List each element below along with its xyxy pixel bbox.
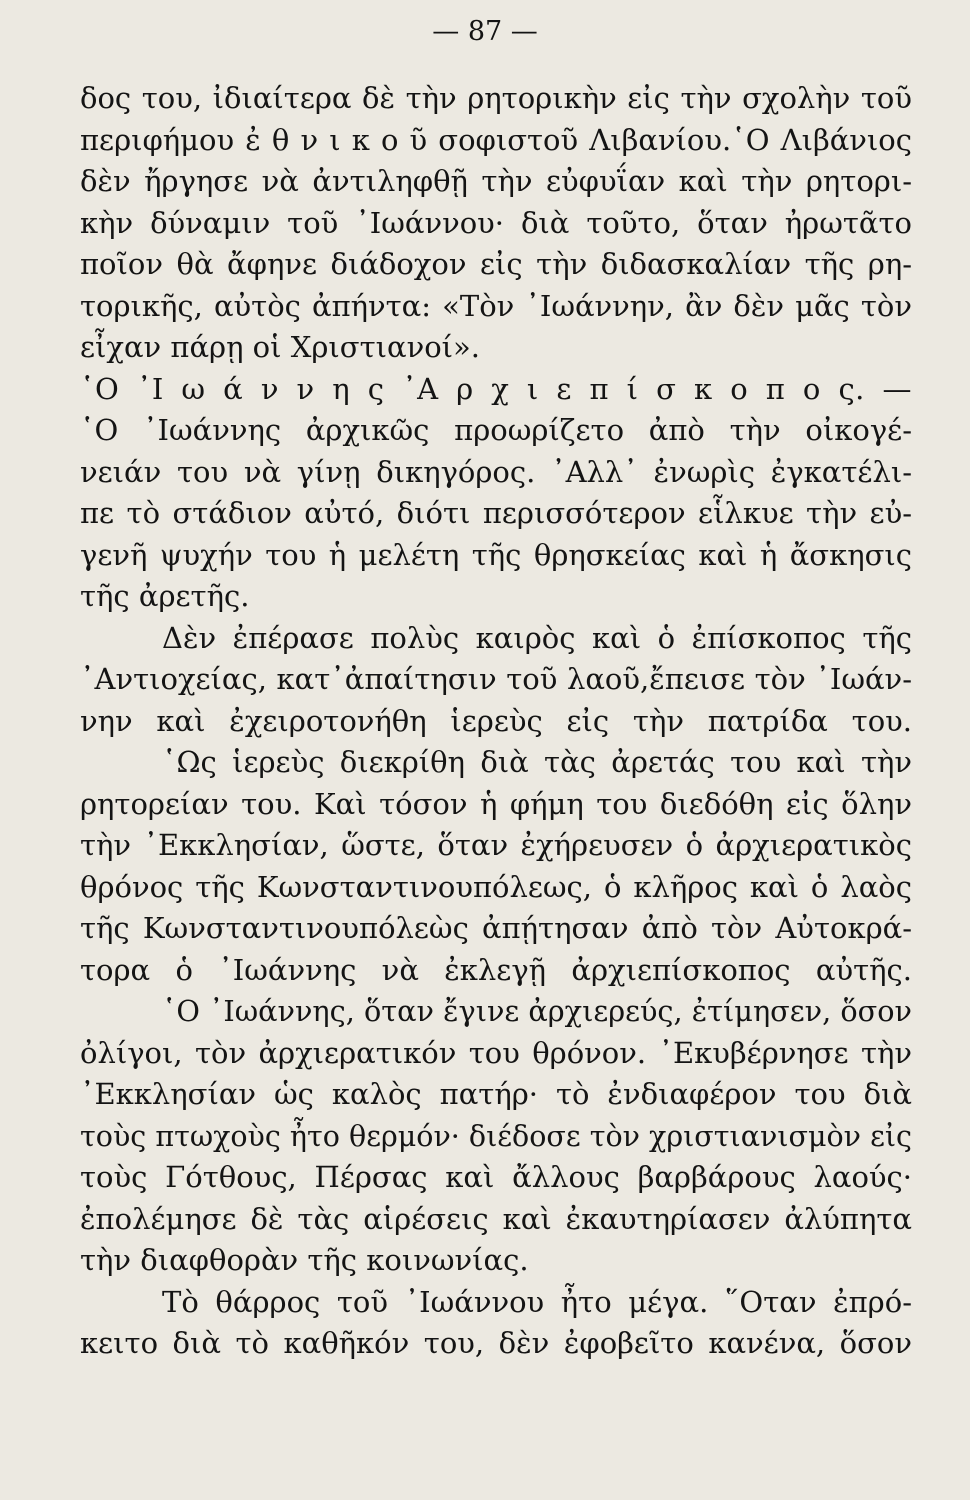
page-number: — 87 —: [432, 16, 538, 47]
text-line: θρόνος τῆς Κωνσταντινουπόλεως, ὁ κλῆρος καὶ ὁ λαὸς: [80, 869, 912, 904]
text-line: εἶχαν πάρῃ οἱ Χριστιανοί».: [80, 330, 481, 364]
text-line: δος του, ἰδιαίτερα δὲ τὴν ρητορικὴν εἰς τὴν σχολὴν τοῦ: [80, 81, 912, 115]
text-line: τορα ὁ ᾿Ιωάννης νὰ ἐκλεγῇ ἀρχιεπίσκοπος αὐτῆς.: [80, 952, 912, 987]
text-body: [80, 78, 912, 1365]
text-line: ᾿Αντιοχείας, κατ᾿ἀπαίτησιν τοῦ λαοῦ,ἔπεισε τὸν ᾿Ιωάν-: [80, 662, 912, 696]
text-line: τοὺς πτωχοὺς ἦτο θερμόν· διέδοσε τὸν χριστιανισμὸν εἰς: [80, 1118, 912, 1153]
section-heading-line: ῾Ο ᾿Ι ω ά ν ν η ς ᾿Α ρ χ ι ε π ί σ κ ο π ο ς. —: [80, 371, 912, 406]
text-line: νειάν του νὰ γίνῃ δικηγόρος. ᾿Αλλ᾿ ἐνωρὶς ἐγκατέλι-: [80, 454, 912, 489]
text-line: ἐπολέμησε δὲ τὰς αἱρέσεις καὶ ἐκαυτηρίασεν ἀλύπητα: [80, 1201, 912, 1236]
text-line: δὲν ἤργησε νὰ ἀντιληφθῇ τὴν εὐφυΐαν καὶ τὴν ρητορι-: [80, 164, 912, 198]
text-line: Τὸ θάρρος τοῦ ᾿Ιωάννου ἦτο μέγα. ῞Οταν ἐπρό-: [162, 1284, 912, 1319]
text-line: τορικῆς, αὐτὸς ἀπήντα: «Τὸν ᾿Ιωάννην, ἂν δὲν μᾶς τὸν: [80, 288, 912, 323]
text-line: νην καὶ ἐχειροτονήθη ἱερεὺς εἰς τὴν πατρίδα του.: [80, 703, 912, 738]
text-line: κειτο διὰ τὸ καθῆκόν του, δὲν ἐφοβεῖτο κανένα, ὅσον: [80, 1326, 912, 1360]
text-line: ᾿Εκκλησίαν ὡς καλὸς πατήρ· τὸ ἐνδιαφέρον του διὰ: [80, 1077, 912, 1111]
text-line: ῾Ο ᾿Ιωάννης ἀρχικῶς προωρίζετο ἀπὸ τὴν οἰκογέ-: [80, 413, 912, 447]
text-line: ρητορείαν του. Καὶ τόσον ἡ φήμη του διεδόθη εἰς ὅλην: [80, 786, 912, 821]
text-line: ποῖον θὰ ἄφηνε διάδοχον εἰς τὴν διδασκαλίαν τῆς ρη-: [80, 247, 912, 281]
text-line: τῆς ἀρετῆς.: [80, 579, 250, 613]
text-line: πε τὸ στάδιον αὐτό, διότι περισσότερον εἷλκυε τὴν εὐ-: [80, 496, 912, 530]
text-line: ῾Ως ἱερεὺς διεκρίθη διὰ τὰς ἀρετάς του καὶ τὴν: [162, 745, 912, 779]
text-line: ὀλίγοι, τὸν ἀρχιερατικόν του θρόνον. ᾿Εκυβέρνησε τὴν: [80, 1035, 912, 1070]
text-line: τὴν διαφθορὰν τῆς κοινωνίας.: [80, 1243, 529, 1277]
text-line: Δὲν ἐπέρασε πολὺς καιρὸς καὶ ὁ ἐπίσκοπος τῆς: [162, 620, 912, 655]
text-line: τοὺς Γότθους, Πέρσας καὶ ἄλλους βαρβάρους λαούς·: [80, 1160, 912, 1194]
text-line: κὴν δύναμιν τοῦ ᾿Ιωάννου· διὰ τοῦτο, ὅταν ἠρωτᾶτο: [80, 205, 912, 240]
text-line: ῾Ο ᾿Ιωάννης, ὅταν ἔγινε ἀρχιερεύς, ἐτίμησεν, ὅσον: [162, 994, 912, 1028]
text-line: τὴν ᾿Εκκλησίαν, ὥστε, ὅταν ἐχήρευσεν ὁ ἀρχιερατικὸς: [80, 828, 912, 862]
text-line: περιφήμου ἐ θ ν ι κ ο ῦ σοφιστοῦ Λιβανίου.῾Ο Λιβάνιος: [80, 122, 912, 157]
text-line: γενῆ ψυχήν του ἡ μελέτη τῆς θρησκείας καὶ ἡ ἄσκησις: [80, 537, 912, 572]
text-line: τῆς Κωνσταντινουπόλεὼς ἀπῄτησαν ἀπὸ τὸν Αὐτοκρά-: [80, 911, 912, 945]
